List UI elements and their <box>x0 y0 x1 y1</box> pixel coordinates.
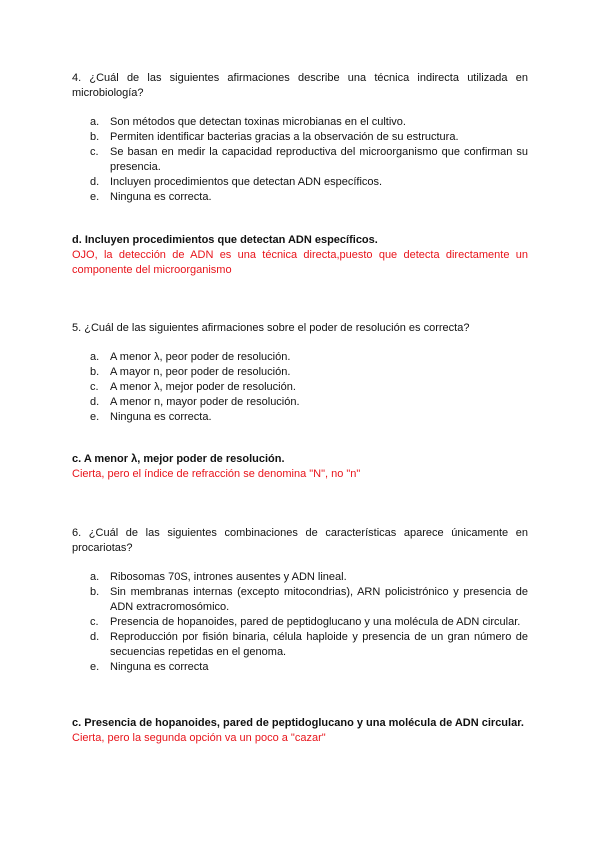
answer-4 <box>72 233 528 278</box>
option-a <box>72 350 528 365</box>
option-b <box>72 585 528 615</box>
options-list <box>72 570 528 675</box>
option-text: Ninguna es correcta <box>110 661 209 673</box>
answer-6 <box>72 716 528 746</box>
options-list <box>72 115 528 205</box>
option-a <box>72 570 528 585</box>
option-c <box>72 615 528 630</box>
option-letter: a. <box>90 351 100 363</box>
option-letter: b. <box>90 366 100 378</box>
option-letter: b. <box>90 586 100 598</box>
answer-title: d. Incluyen procedimientos que detectan ADN específicos. <box>72 234 378 246</box>
option-text: Ribosomas 70S, intrones ausentes y ADN lineal. <box>110 571 347 583</box>
option-e <box>72 660 528 675</box>
option-letter: c. <box>90 146 99 158</box>
option-letter: d. <box>90 176 100 188</box>
answer-5 <box>72 452 528 482</box>
option-letter: d. <box>90 631 100 643</box>
option-b <box>72 365 528 380</box>
option-letter: c. <box>90 616 99 628</box>
answer-note: Cierta, pero el índice de refracción se denomina "N", no "n" <box>72 468 361 480</box>
option-letter: e. <box>90 411 100 423</box>
option-d <box>72 175 528 190</box>
question-4 <box>72 71 528 205</box>
option-letter: c. <box>90 381 99 393</box>
option-text: Se basan en medir la capacidad reproductiva del microorganismo que confirman su presencia. <box>110 146 528 173</box>
option-text: A menor λ, peor poder de resolución. <box>110 351 291 363</box>
option-e <box>72 410 528 425</box>
answer-title: c. A menor λ, mejor poder de resolución. <box>72 453 285 465</box>
option-letter: e. <box>90 661 100 673</box>
option-c <box>72 145 528 175</box>
options-list <box>72 350 528 425</box>
option-text: Ninguna es correcta. <box>110 411 212 423</box>
question-6 <box>72 526 528 675</box>
question-stem: 5. ¿Cuál de las siguientes afirmaciones sobre el poder de resolución es correcta? <box>72 322 470 334</box>
option-text: A mayor n, peor poder de resolución. <box>110 366 291 378</box>
question-stem: 4. ¿Cuál de las siguientes afirmaciones describe una técnica indirecta utilizada en microbiología? <box>72 72 528 99</box>
option-letter: e. <box>90 191 100 203</box>
option-letter: d. <box>90 396 100 408</box>
option-c <box>72 380 528 395</box>
option-text: Sin membranas internas (excepto mitocondrias), ARN policistrónico y presencia de ADN extracromosómico. <box>110 586 528 613</box>
option-b <box>72 130 528 145</box>
option-e <box>72 190 528 205</box>
option-letter: b. <box>90 131 100 143</box>
answer-title: c. Presencia de hopanoides, pared de peptidoglucano y una molécula de ADN circular. <box>72 717 524 729</box>
option-a <box>72 115 528 130</box>
option-text: A menor λ, mejor poder de resolución. <box>110 381 296 393</box>
option-text: Presencia de hopanoides, pared de peptidoglucano y una molécula de ADN circular. <box>110 616 521 628</box>
option-d <box>72 395 528 410</box>
option-text: Reproducción por fisión binaria, célula haploide y presencia de un gran número de secuencias repetidas en el genoma. <box>110 631 528 658</box>
option-text: A menor n, mayor poder de resolución. <box>110 396 300 408</box>
option-text: Permiten identificar bacterias gracias a la observación de su estructura. <box>110 131 459 143</box>
option-text: Ninguna es correcta. <box>110 191 212 203</box>
option-text: Incluyen procedimientos que detectan ADN específicos. <box>110 176 383 188</box>
answer-note: Cierta, pero la segunda opción va un poco a "cazar" <box>72 732 326 744</box>
option-d <box>72 630 528 660</box>
option-letter: a. <box>90 116 100 128</box>
question-stem: 6. ¿Cuál de las siguientes combinaciones de características aparece únicamente en procariotas? <box>72 527 528 554</box>
option-text: Son métodos que detectan toxinas microbianas en el cultivo. <box>110 116 406 128</box>
option-letter: a. <box>90 571 100 583</box>
answer-note: OJO, la detección de ADN es una técnica directa,puesto que detecta directamente un componente del microorganismo <box>72 249 528 276</box>
question-5 <box>72 321 528 425</box>
